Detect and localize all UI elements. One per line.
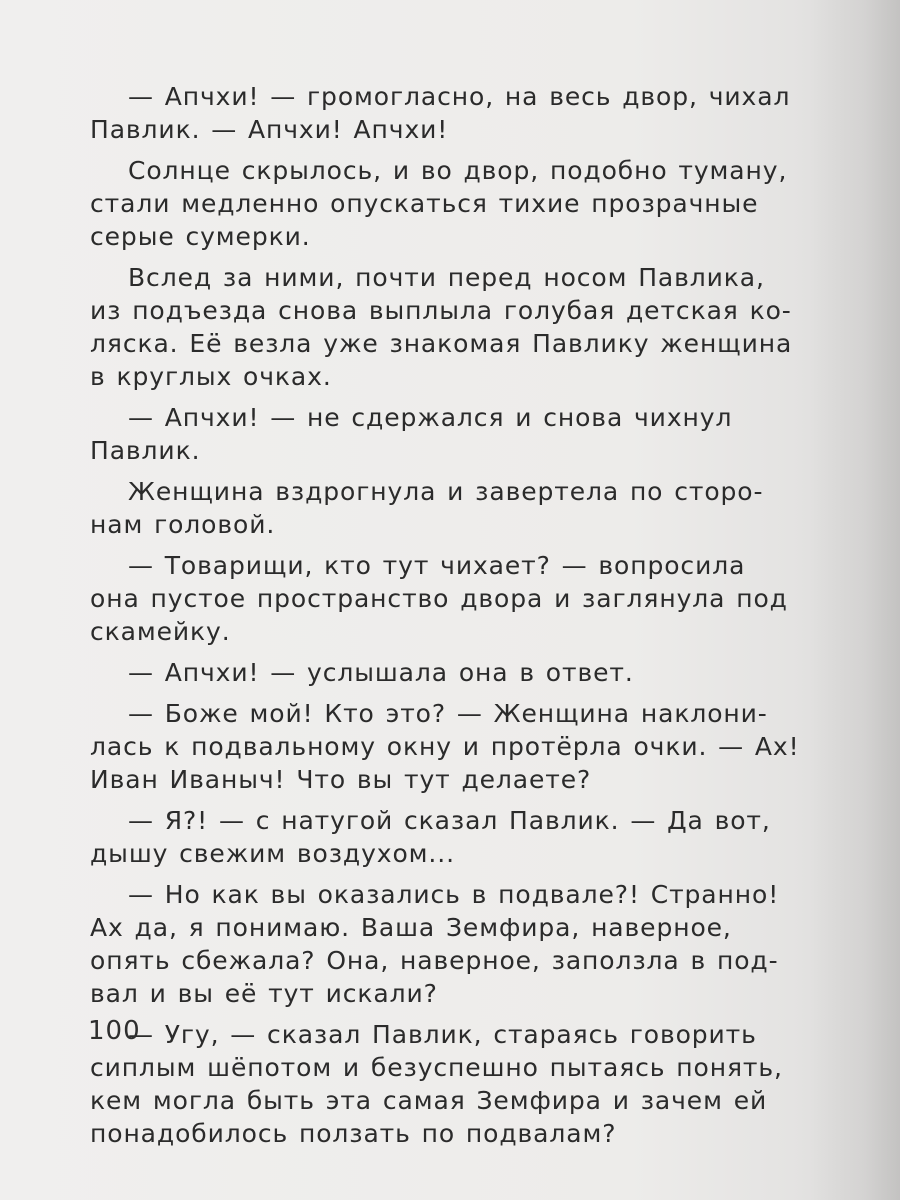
paragraph [90, 656, 868, 689]
text-line: Павлик. [90, 436, 201, 465]
paragraph [90, 80, 868, 146]
text-line: Солнце скрылось, и во двор, подобно туману, [128, 156, 788, 185]
paragraph [90, 804, 868, 870]
text-line: нам головой. [90, 510, 276, 539]
text-line: сиплым шёпотом и безуспешно пытаясь понять, [90, 1053, 783, 1082]
text-line: в круглых очках. [90, 362, 332, 391]
paragraph [90, 475, 868, 541]
text-line: понадобилось ползать по подвалам? [90, 1119, 617, 1148]
text-line: — Угу, — сказал Павлик, стараясь говорить [128, 1020, 757, 1049]
text-line: стали медленно опускаться тихие прозрачные [90, 189, 759, 218]
paragraph [90, 1018, 868, 1150]
body-text [90, 80, 868, 1158]
text-line: — Боже мой! Кто это? — Женщина наклони- [128, 699, 768, 728]
paragraph [90, 261, 868, 393]
paragraph [90, 154, 868, 253]
text-line: — Апчхи! — громогласно, на весь двор, чихал [128, 82, 791, 111]
text-line: скамейку. [90, 617, 231, 646]
paragraph [90, 697, 868, 796]
text-line: дышу свежим воздухом... [90, 839, 455, 868]
paragraph [90, 549, 868, 648]
text-line: Женщина вздрогнула и завертела по сторо- [128, 477, 764, 506]
text-line: — Апчхи! — не сдержался и снова чихнул [128, 403, 733, 432]
page-number: 100 [88, 1016, 141, 1046]
text-line: Павлик. — Апчхи! Апчхи! [90, 115, 449, 144]
text-line: лась к подвальному окну и протёрла очки. — Ах! [90, 732, 800, 761]
text-line: ляска. Её везла уже знакомая Павлику женщина [90, 329, 793, 358]
paragraph [90, 401, 868, 467]
text-line: вал и вы её тут искали? [90, 979, 438, 1008]
text-line: Иван Иваныч! Что вы тут делаете? [90, 765, 592, 794]
text-line: Ах да, я понимаю. Ваша Земфира, наверное, [90, 913, 732, 942]
text-line: кем могла быть эта самая Земфира и зачем ей [90, 1086, 768, 1115]
text-line: она пустое пространство двора и заглянула под [90, 584, 788, 613]
text-line: — Апчхи! — услышала она в ответ. [128, 658, 634, 687]
text-line: серые сумерки. [90, 222, 311, 251]
text-line: из подъезда снова выплыла голубая детская ко- [90, 296, 792, 325]
text-line: — Я?! — с натугой сказал Павлик. — Да вот, [128, 806, 771, 835]
text-line: — Товарищи, кто тут чихает? — вопросила [128, 551, 746, 580]
text-line: — Но как вы оказались в подвале?! Странно! [128, 880, 780, 909]
paragraph [90, 878, 868, 1010]
text-line: опять сбежала? Она, наверное, заползла в под- [90, 946, 779, 975]
text-line: Вслед за ними, почти перед носом Павлика, [128, 263, 765, 292]
